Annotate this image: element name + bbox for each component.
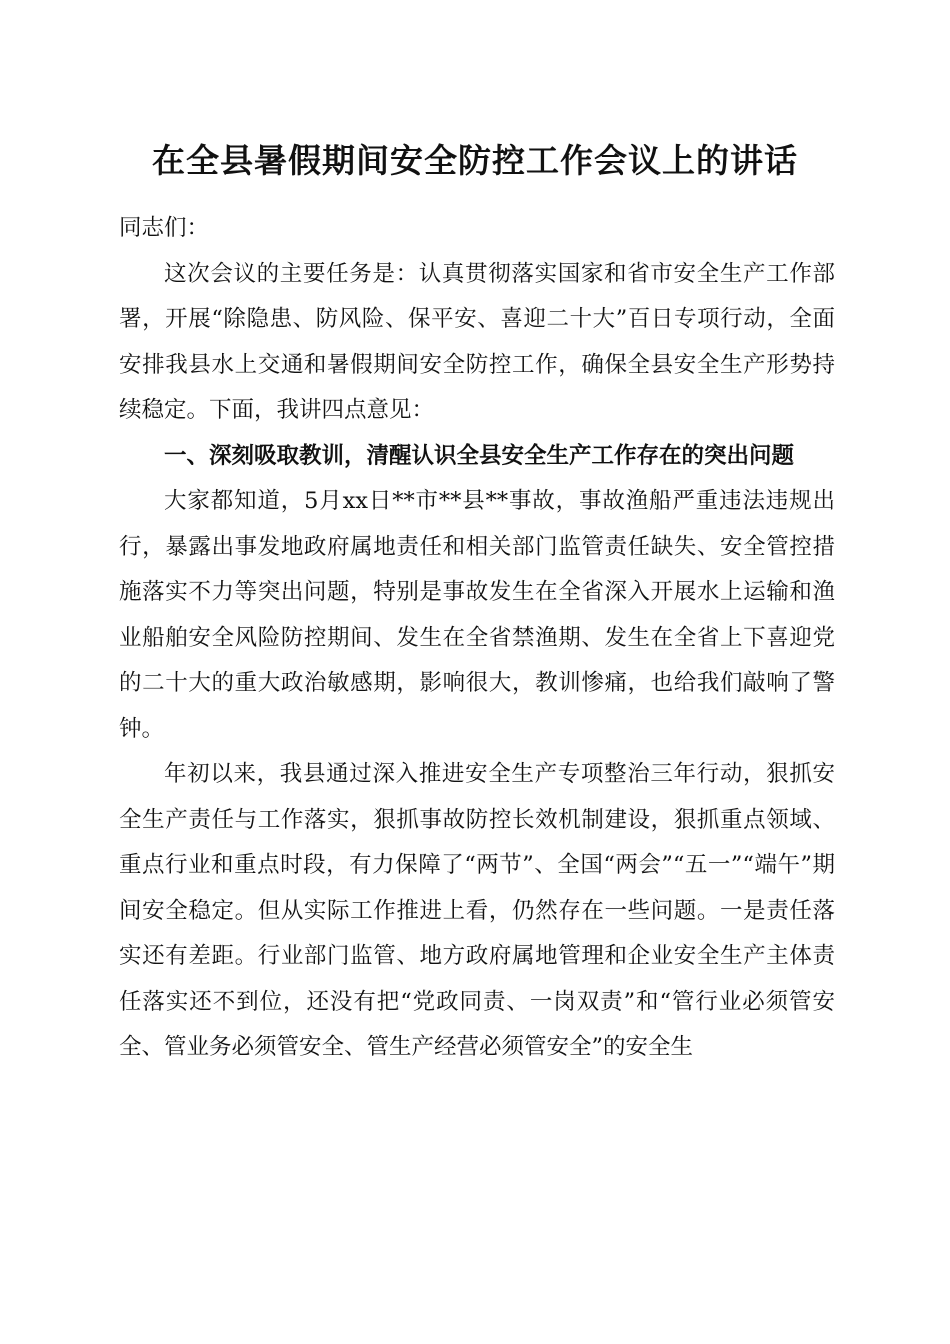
paragraph-progress: 年初以来，我县通过深入推进安全生产专项整治三年行动，狠抓安全生产责任与工作落实，狠抓事故防控长效机制建设，狠抓重点领域、重点行业和重点时段，有力保障了“两节”、全国“两会”“五一”“端午”期间安全稳定。但从实际工作推进上看，仍然存在一些问题。一是责任落实还有差距。行业部门监管、地方政府属地管理和企业安全生产主体责任落实还不到位，还没有把“党政同责、一岗双责”和“管行业必须管安全、管业务必须管安全、管生产经营必须管安全”的安全生 <box>119 761 835 1060</box>
document-title: 在全县暑假期间安全防控工作会议上的讲话 <box>152 141 798 180</box>
paragraph-intro: 这次会议的主要任务是：认真贯彻落实国家和省市安全生产工作部署，开展“除隐患、防风险、保平安、喜迎二十大”百日专项行动，全面安排我县水上交通和暑假期间安全防控工作，确保全县安全生产形势持续稳定。下面，我讲四点意见： <box>119 260 835 423</box>
document-body <box>119 206 835 1071</box>
salutation: 同志们： <box>119 215 210 241</box>
paragraph-accident: 大家都知道，5月xx日**市**县**事故，事故渔船严重违法违规出行，暴露出事发地政府属地责任和相关部门监管责任缺失、安全管控措施落实不力等突出问题，特别是事故发生在全省深入开展水上运输和渔业船舶安全风险防控期间、发生在全省禁渔期、发生在全省上下喜迎党的二十大的重大政治敏感期，影响很大，教训惨痛，也给我们敲响了警钟。 <box>119 488 835 742</box>
section-heading-1: 一、深刻吸取教训，清醒认识全县安全生产工作存在的突出问题 <box>164 442 795 469</box>
